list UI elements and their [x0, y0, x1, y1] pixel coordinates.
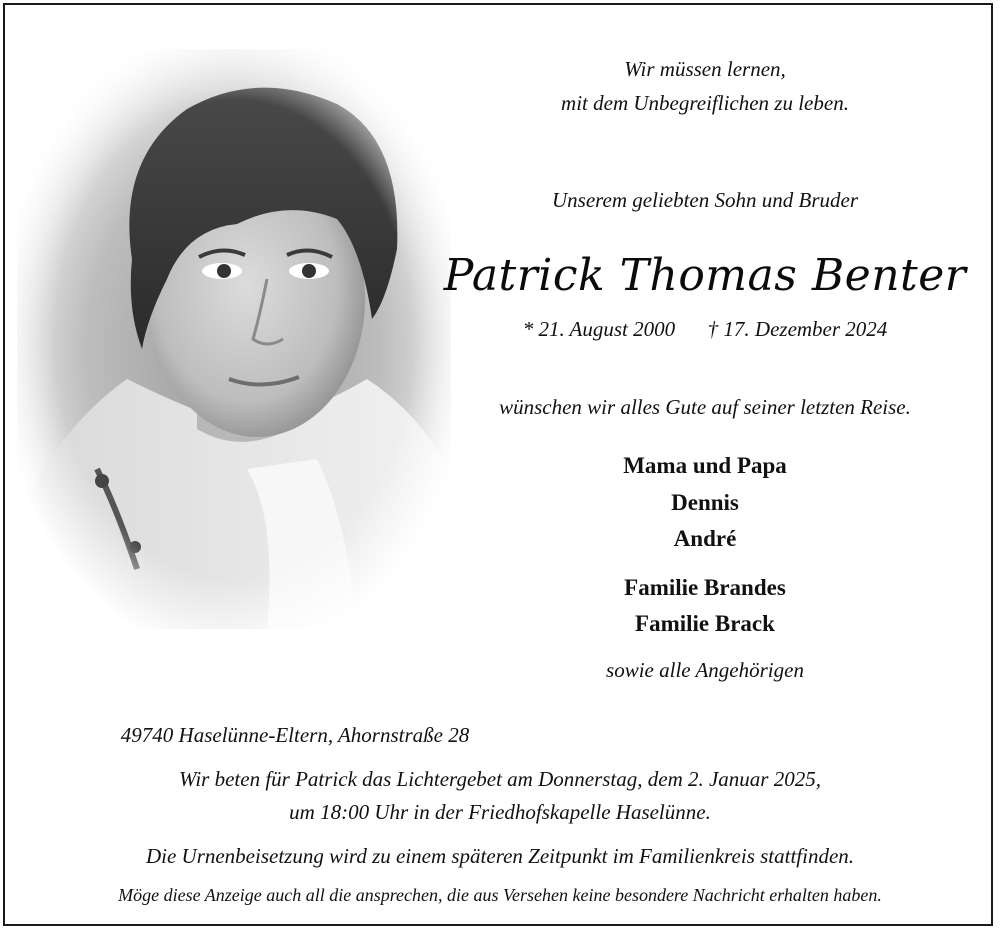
- family-member: André: [673, 526, 737, 551]
- quote-line-1: Wir müssen lernen,: [624, 57, 786, 81]
- relative-family: Familie Brandes: [624, 575, 786, 600]
- burial-notice: Die Urnenbeisetzung wird zu einem späteren Zeitpunkt im Familienkreis stattfinden.: [145, 844, 855, 868]
- address-line: 49740 Haselünne-Eltern, Ahornstraße 28: [120, 723, 470, 747]
- closing-note: Möge diese Anzeige auch all die ansprechen, die aus Versehen keine besondere Nachricht erhalten haben.: [118, 885, 882, 905]
- relative-family: Familie Brack: [635, 611, 775, 636]
- other-relatives: sowie alle Angehörigen: [606, 658, 804, 682]
- quote-line-2: mit dem Unbegreiflichen zu leben.: [561, 91, 849, 115]
- deceased-name: Patrick Thomas Benter: [443, 250, 967, 301]
- prayer-line-2: um 18:00 Uhr in der Friedhofskapelle Haselünne.: [289, 800, 711, 824]
- life-dates: [425, 317, 985, 342]
- prayer-line-1: Wir beten für Patrick das Lichtergebet am Donnerstag, dem 2. Januar 2025,: [179, 767, 821, 791]
- portrait-photo: [17, 49, 451, 629]
- birth-date: * 21. August 2000: [522, 317, 676, 341]
- intro-text: Unserem geliebten Sohn und Bruder: [552, 188, 858, 212]
- obituary-card: [3, 3, 993, 926]
- death-date: † 17. Dezember 2024: [707, 317, 888, 341]
- family-member: Dennis: [671, 490, 739, 515]
- wish-text: wünschen wir alles Gute auf seiner letzten Reise.: [499, 395, 911, 419]
- family-member: Mama und Papa: [623, 453, 787, 478]
